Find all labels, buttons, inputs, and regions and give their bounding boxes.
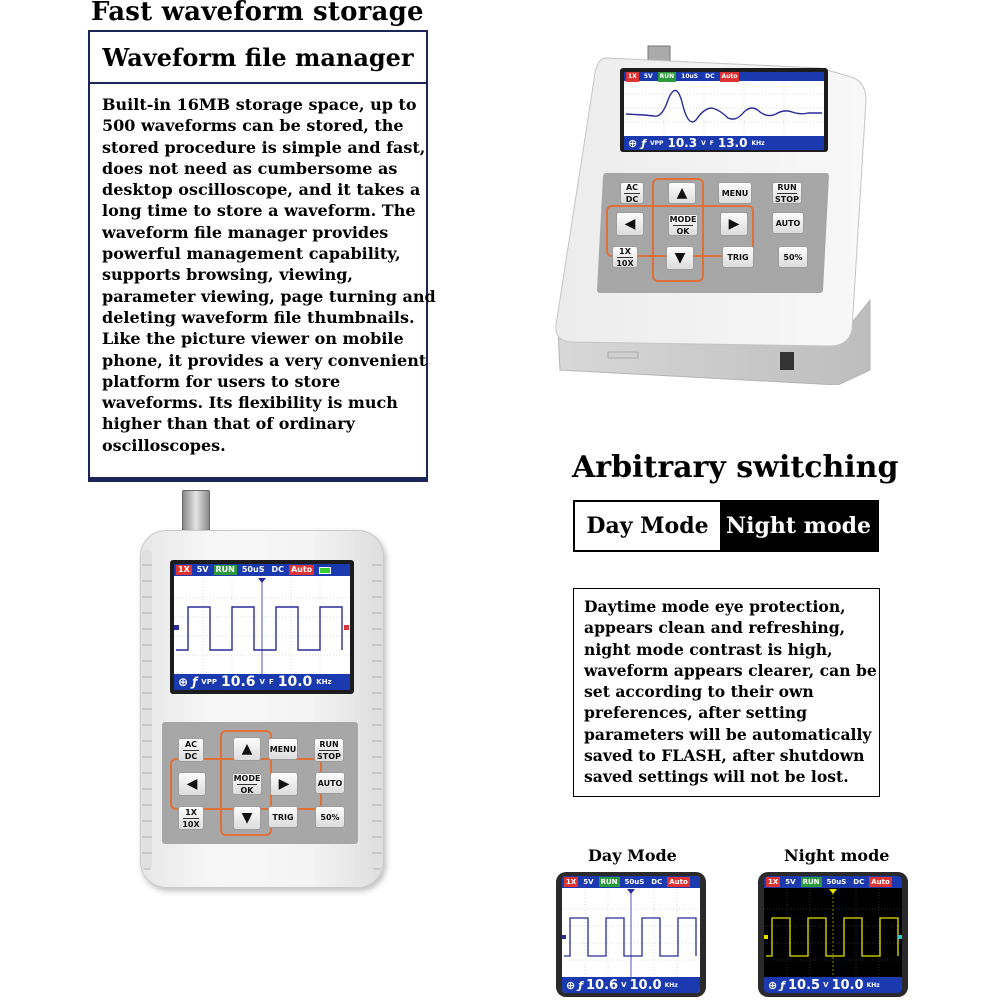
switching-line: parameters will be automatically <box>584 724 872 744</box>
night-mode-caption: Night mode <box>784 846 890 865</box>
vpp-label: VPP <box>201 678 217 686</box>
right-button[interactable] <box>720 212 748 236</box>
lcd-measure-bar <box>624 136 824 150</box>
oscilloscope-device-angled <box>548 40 878 385</box>
freq-label: F <box>709 139 714 147</box>
storage-line: long time to store a waveform. The <box>102 201 416 221</box>
right-arrow-icon: ▶ <box>728 216 740 232</box>
day-lcd <box>562 876 700 993</box>
night-mode-thumbnail <box>758 872 908 997</box>
waveform-plot <box>174 564 350 690</box>
down-arrow-icon: ▼ <box>241 810 253 826</box>
crosshair-icon: ⊕ <box>768 978 778 992</box>
x1-x10-button[interactable]: 1X 10X <box>612 246 638 268</box>
freq-unit: KHz <box>866 981 880 989</box>
falling-edge-icon: ƒ <box>578 978 584 992</box>
left-grip <box>142 550 152 870</box>
run-badge: RUN <box>215 565 235 574</box>
storage-line: parameter viewing, page turning and <box>102 286 436 306</box>
fifty-percent-button[interactable]: 50% <box>778 246 808 268</box>
storage-line: desktop oscilloscope, and it takes a <box>102 180 421 200</box>
run-stop-button[interactable]: RUN STOP <box>772 182 802 204</box>
lcd-measure-bar <box>764 977 902 993</box>
coupling-x-badge: 1X <box>628 72 637 80</box>
storage-line: 500 waveforms can be stored, the <box>102 116 404 136</box>
run-stop-button[interactable]: RUN STOP <box>314 738 344 762</box>
auto-button[interactable]: AUTO <box>315 772 345 794</box>
waveform-file-manager-title: Waveform file manager <box>88 30 428 84</box>
volts-div-label: 5V <box>643 72 653 80</box>
fifty-percent-button[interactable]: 50% <box>315 806 345 828</box>
storage-panel <box>88 30 436 482</box>
lcd-measure-bar <box>174 674 350 690</box>
crosshair-icon: ⊕ <box>566 978 576 992</box>
dc-label: DC <box>651 878 663 886</box>
auto-button[interactable]: AUTO <box>772 212 804 234</box>
night-lcd <box>764 876 902 993</box>
freq-unit: KHz <box>751 139 765 147</box>
day-mode-thumbnail <box>556 872 706 997</box>
damped-sine-trace <box>626 90 822 121</box>
auto-badge: Auto <box>721 72 738 80</box>
crosshair-icon: ⊕ <box>628 136 638 150</box>
storage-description <box>102 94 436 456</box>
run-badge: RUN <box>802 878 820 886</box>
waveform-plot <box>764 876 902 993</box>
storage-line: higher than that of ordinary <box>102 414 355 434</box>
volts-div-label: 5V <box>196 565 209 574</box>
storage-line: waveforms. Its flexibility is much <box>102 393 398 413</box>
vpp-value: 10.6 <box>220 674 256 690</box>
square-wave-trace <box>766 918 898 956</box>
mode-toggle <box>573 500 879 552</box>
vpp-value: 10.5 <box>788 977 821 993</box>
down-arrow-icon: ▼ <box>674 250 686 266</box>
left-button[interactable] <box>616 212 644 236</box>
right-arrow-icon: ▶ <box>278 776 290 792</box>
switching-description <box>584 596 879 788</box>
trig-button[interactable]: TRIG <box>268 806 298 828</box>
right-grip <box>372 550 382 870</box>
freq-value: 13.0 <box>717 136 748 150</box>
up-arrow-icon: ▲ <box>676 185 688 201</box>
left-arrow-icon: ◀ <box>624 216 636 232</box>
coupling-x-badge: 1X <box>566 878 577 886</box>
storage-line: supports browsing, viewing, <box>102 265 353 285</box>
vpp-unit: V <box>621 981 627 989</box>
falling-edge-icon: ƒ <box>192 675 198 689</box>
switching-heading: Arbitrary switching <box>572 450 899 485</box>
storage-line: Like the picture viewer on mobile <box>102 329 404 349</box>
storage-line: phone, it provides a very convenient <box>102 350 427 370</box>
freq-value: 10.0 <box>277 674 313 690</box>
switching-line: saved to FLASH, after shutdown <box>584 746 865 766</box>
storage-line: Built-in 16MB storage space, up to <box>102 95 417 114</box>
freq-unit: KHz <box>316 678 332 686</box>
acdc-button[interactable]: AC DC <box>178 738 204 762</box>
vpp-unit: V <box>701 139 706 147</box>
coupling-x-badge: 1X <box>178 565 190 574</box>
switching-line: waveform appears clearer, can be <box>584 660 877 680</box>
switching-line: night mode contrast is high, <box>584 639 833 659</box>
square-wave-trace <box>564 918 696 956</box>
day-mode-button[interactable]: Day Mode <box>575 502 720 550</box>
acdc-button[interactable]: AC DC <box>620 182 644 204</box>
freq-unit: KHz <box>664 981 678 989</box>
storage-line: powerful management capability, <box>102 244 401 264</box>
storage-line: platform for users to store <box>102 371 341 391</box>
dc-label: DC <box>853 878 865 886</box>
freq-label: F <box>268 678 274 686</box>
night-mode-button[interactable]: Night mode <box>720 502 877 550</box>
x1-x10-button[interactable]: 1X 10X <box>178 806 204 830</box>
storage-line: waveform file manager provides <box>102 222 389 242</box>
menu-button[interactable]: MENU <box>268 738 298 760</box>
switching-line: saved settings will not be lost. <box>584 767 849 787</box>
trig-button[interactable]: TRIG <box>722 246 754 268</box>
mode-ok-button[interactable]: MODE OK <box>669 214 697 236</box>
vpp-unit: V <box>823 981 829 989</box>
up-button[interactable] <box>233 737 261 761</box>
timebase-label: 10uS <box>681 72 699 80</box>
vpp-label: VPP <box>650 139 664 147</box>
auto-badge: Auto <box>669 878 688 886</box>
volts-div-label: 5V <box>583 878 594 886</box>
storage-line: does not need as cumbersome as <box>102 158 398 178</box>
auto-badge: Auto <box>290 565 313 574</box>
run-badge: RUN <box>600 878 618 886</box>
day-mode-caption: Day Mode <box>588 846 677 865</box>
lcd-screen-front <box>174 564 350 690</box>
lcd-screen-angled <box>624 72 824 150</box>
freq-value: 10.0 <box>831 977 864 993</box>
oscilloscope-device-front <box>140 490 384 890</box>
storage-line: stored procedure is simple and fast, <box>102 137 426 157</box>
freq-value: 10.0 <box>629 977 662 993</box>
switching-line: preferences, after setting <box>584 703 808 723</box>
auto-badge: Auto <box>871 878 890 886</box>
lcd-measure-bar <box>562 977 700 993</box>
timebase-label: 50uS <box>241 565 265 574</box>
up-button[interactable] <box>668 182 696 204</box>
storage-line: deleting waveform file thumbnails. <box>102 307 415 327</box>
storage-line: oscilloscopes. <box>102 435 226 455</box>
falling-edge-icon: ƒ <box>780 978 786 992</box>
dc-label: DC <box>271 565 284 574</box>
coupling-x-badge: 1X <box>768 878 779 886</box>
crosshair-icon: ⊕ <box>178 675 189 689</box>
switching-description-box <box>573 588 880 797</box>
switching-line: appears clean and refreshing, <box>584 618 846 638</box>
vpp-value: 10.6 <box>586 977 619 993</box>
down-button[interactable] <box>233 806 261 830</box>
up-arrow-icon: ▲ <box>241 741 253 757</box>
vpp-unit: V <box>259 678 265 686</box>
down-button[interactable] <box>666 246 694 270</box>
left-button[interactable] <box>178 772 206 796</box>
switching-line: Daytime mode eye protection, <box>584 597 846 616</box>
menu-button[interactable]: MENU <box>718 182 752 204</box>
waveform-plot <box>562 876 700 993</box>
volts-div-label: 5V <box>785 878 796 886</box>
dc-label: DC <box>705 72 715 80</box>
right-button[interactable] <box>270 772 298 796</box>
switching-line: set according to their own <box>584 682 814 702</box>
vpp-value: 10.3 <box>667 136 698 150</box>
storage-heading: Fast waveform storage <box>91 0 424 27</box>
mode-ok-button[interactable]: MODE OK <box>233 773 261 795</box>
timebase-label: 50uS <box>624 878 645 886</box>
square-wave-trace <box>176 607 342 650</box>
falling-edge-icon: ƒ <box>641 136 647 150</box>
left-arrow-icon: ◀ <box>186 776 198 792</box>
run-badge: RUN <box>659 72 675 80</box>
timebase-label: 50uS <box>826 878 847 886</box>
